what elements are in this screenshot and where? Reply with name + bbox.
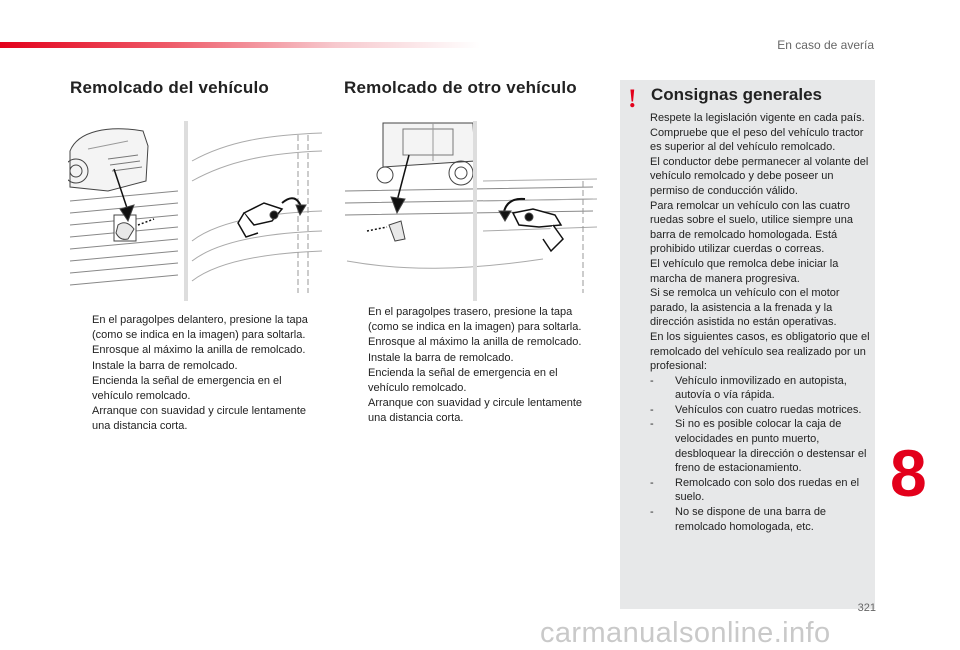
front-towing-steps [70, 313, 310, 435]
step-text: Arranque con suavidad y circule lentamente una distancia corta. [92, 405, 307, 433]
panel-paragraph: Compruebe que el peso del vehículo tractor es superior al del vehículo remolcado. [650, 126, 864, 154]
list-item [70, 313, 310, 343]
chapter-number: 8 [890, 436, 927, 510]
list-item [650, 505, 872, 534]
list-item [650, 417, 872, 475]
list-item [70, 374, 310, 404]
front-bumper-illustration [68, 121, 322, 301]
step-text: Enrosque al máximo la anilla de remolcado. [368, 336, 582, 349]
list-item [70, 343, 310, 358]
panel-paragraph: Respete la legislación vigente en cada país. [650, 112, 865, 124]
case-text: Vehículos con cuatro ruedas motrices. [675, 403, 862, 416]
list-item [346, 305, 584, 335]
chapter-title: En caso de avería [777, 38, 874, 52]
step-text: Encienda la señal de emergencia en el vehículo remolcado. [92, 374, 282, 403]
dash-marker: - [650, 506, 654, 519]
warning-icon: ! [628, 84, 637, 113]
section-title-towing-vehicle: Remolcado del vehículo [70, 78, 270, 97]
general-instructions-panel [620, 80, 875, 609]
case-text: No se dispone de una barra de remolcado homologada, etc. [675, 506, 827, 533]
rear-towing-steps [346, 305, 584, 427]
step-text: Enrosque al máximo la anilla de remolcado. [92, 344, 306, 357]
dash-marker: - [650, 403, 654, 416]
page-number: 321 [857, 602, 876, 614]
panel-paragraph: Si se remolca un vehículo con el motor parado, la asistencia a la frenada y la dirección asistida no están operativas. [650, 287, 840, 329]
panel-body [650, 111, 872, 534]
list-item [346, 335, 584, 350]
list-item [346, 366, 584, 396]
step-text: Instale la barra de remolcado. [92, 359, 238, 372]
list-item [346, 396, 584, 426]
section-title-towing-other-vehicle: Remolcado de otro vehículo [344, 78, 577, 97]
list-item [650, 374, 872, 403]
panel-paragraph: Para remolcar un vehículo con las cuatro ruedas sobre el suelo, utilice siempre una barra de remolcado homologada. Está prohibido utilizar cuerdas o correas. [650, 199, 854, 256]
list-item [650, 476, 872, 505]
step-text: Instale la barra de remolcado. [368, 351, 514, 364]
case-text: Remolcado con solo dos ruedas en el suelo. [675, 476, 860, 504]
panel-paragraph: En los siguientes casos, es obligatorio que el remolcado del vehículo sea realizado por un profesional: [650, 330, 870, 373]
dash-marker: - [650, 418, 654, 431]
step-text: En el paragolpes trasero, presione la tapa (como se indica en la imagen) para soltarla. [368, 306, 582, 334]
dash-marker: - [650, 374, 654, 387]
list-item [70, 404, 310, 434]
header-accent-bar [0, 42, 480, 48]
step-text: Arranque con suavidad y circule lentamente una distancia corta. [368, 397, 583, 425]
list-item [346, 351, 584, 366]
list-item [70, 359, 310, 374]
panel-paragraph: El vehículo que remolca debe iniciar la marcha de manera progresiva. [650, 257, 839, 285]
list-item [650, 403, 872, 418]
watermark: carmanualsonline.info [540, 617, 831, 649]
dash-marker: - [650, 476, 654, 489]
panel-title: Consignas generales [651, 85, 823, 104]
case-text: Si no es posible colocar la caja de velocidades en punto muerto, desbloquear la dirección o destensar el freno de estacionamiento. [675, 418, 867, 475]
step-text: En el paragolpes delantero, presione la tapa (como se indica en la imagen) para soltarla. [92, 314, 308, 342]
rear-bumper-illustration [343, 121, 597, 301]
panel-paragraph: El conductor debe permanecer al volante del vehículo remolcado y debe poseer un permiso de conducción válido. [650, 155, 869, 197]
case-text: Vehículo inmovilizado en autopista, autovía o vía rápida. [675, 374, 847, 402]
step-text: Encienda la señal de emergencia en el vehículo remolcado. [368, 366, 558, 395]
professional-towing-cases [650, 374, 872, 535]
